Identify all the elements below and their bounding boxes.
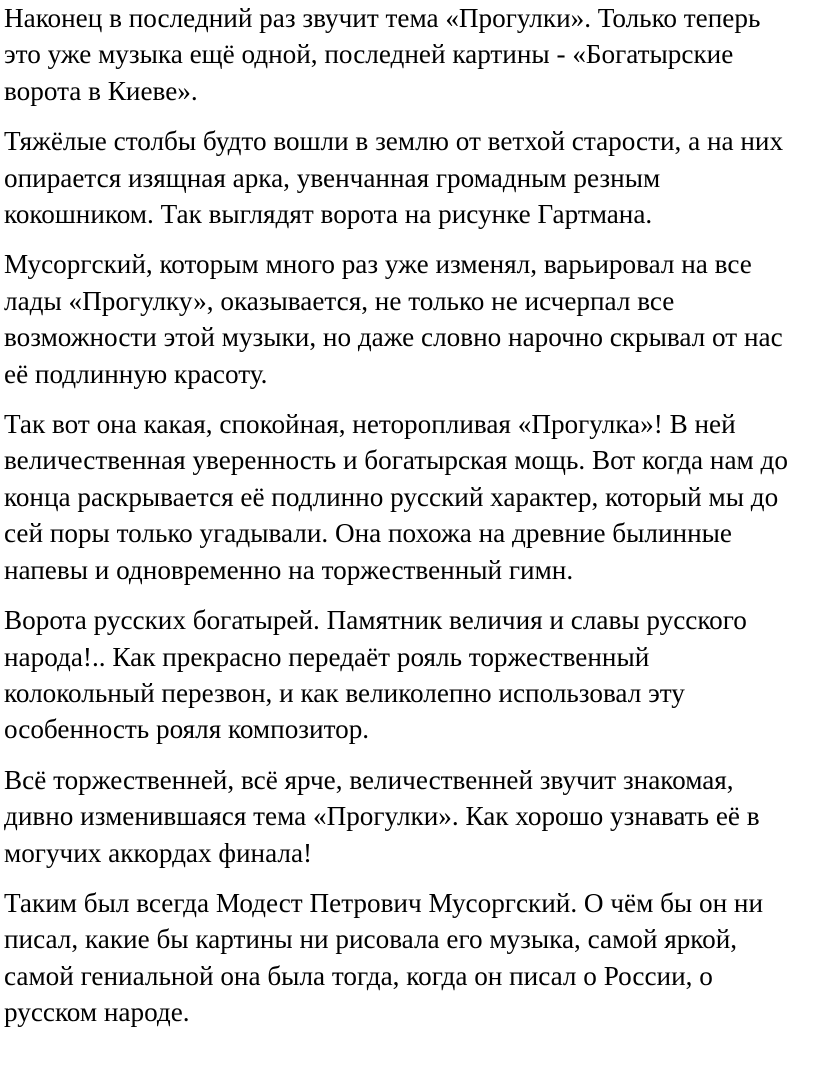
text-line: Наконец в последний раз звучит тема «Прогулки». Только теперь: [4, 3, 761, 33]
text-line: лады «Прогулку», оказывается, не только не исчерпал все: [4, 285, 675, 316]
text-line: Таким был всегда Модест Петрович Мусоргский. О чём бы он ни: [4, 887, 764, 918]
paragraph-7: [4, 885, 812, 1031]
text-line: возможности этой музыки, но даже словно нарочно скрывал от нас: [4, 322, 783, 353]
text-line: особенность рояля композитор.: [4, 714, 370, 745]
text-line: её подлинную красоту.: [4, 358, 268, 389]
text-line: Ворота русских богатырей. Памятник величия и славы русского: [4, 605, 747, 636]
text-line: конца раскрывается её подлинно русский характер, который мы до: [4, 481, 779, 512]
text-line: могучих аккордах финала!: [4, 837, 313, 868]
text-line: Тяжёлые столбы будто вошли в землю от ветхой старости, а на них: [4, 126, 784, 157]
paragraph-2: [4, 123, 812, 232]
text-line: Так вот она какая, спокойная, неторопливая «Прогулка»! В ней: [4, 409, 736, 440]
text-line: ворота в Киеве».: [4, 75, 198, 106]
text-line: Всё торжественней, всё ярче, величественней звучит знакомая,: [4, 764, 734, 795]
text-line: русском народе.: [4, 997, 190, 1028]
text-line: колокольный перезвон, и как великолепно использовал эту: [4, 677, 685, 708]
text-line: дивно изменившаяся тема «Прогулки». Как хорошо узнавать её в: [4, 801, 760, 832]
text-line: опирается изящная арка, увенчанная громадным резным: [4, 162, 661, 193]
text-line: напевы и одновременно на торжественный гимн.: [4, 554, 574, 585]
paragraph-3: [4, 246, 812, 392]
paragraph-4: [4, 406, 812, 588]
paragraph-6: [4, 762, 812, 871]
text-line: это уже музыка ещё одной, последней картины - «Богатырские: [4, 39, 734, 70]
text-line: Мусоргский, которым много раз уже изменял, варьировал на все: [4, 249, 752, 280]
text-line: кокошником. Так выглядят ворота на рисунке Гартмана.: [4, 199, 653, 230]
text-line: самой гениальной она была тогда, когда он писал о России, о: [4, 960, 713, 991]
text-line: сей поры только угадывали. Она похожа на древние былинные: [4, 518, 732, 549]
text-line: писал, какие бы картины ни рисовала его музыка, самой яркой,: [4, 924, 738, 955]
paragraph-5: [4, 602, 812, 748]
text-line: народа!.. Как прекрасно передаёт рояль торжественный: [4, 641, 650, 672]
paragraph-1: [4, 0, 812, 109]
text-line: величественная уверенность и богатырская мощь. Вот когда нам до: [4, 445, 788, 476]
